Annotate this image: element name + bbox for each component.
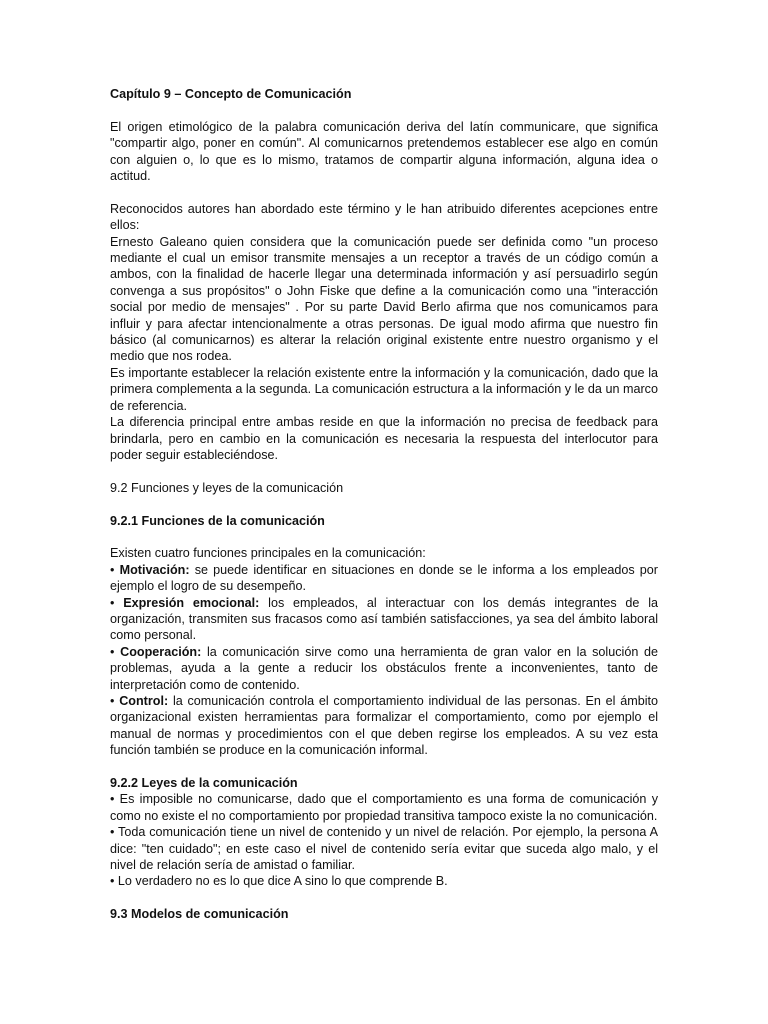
bullet: • <box>110 562 115 577</box>
authors-lead: Reconocidos autores han abordado este término y le han atribuido diferentes acepciones entre ellos: <box>110 201 658 233</box>
function-item-control <box>110 693 658 759</box>
function-item-motivation <box>110 562 658 595</box>
section-9-2-1-title: 9.2.1 Funciones de la comunicación <box>110 513 325 528</box>
law-item: • Toda comunicación tiene un nivel de contenido y un nivel de relación. Por ejemplo, la persona A dice: "ten cuidado"; en este caso el nivel de contenido sería evitar que suceda algo malo, y el nivel de relación sería de amistad o familiar. <box>110 825 658 872</box>
spacer <box>110 102 658 118</box>
function-text: se puede identificar en situaciones en donde se le informa a los empleados por ejemplo el logro de su desempeño. <box>110 562 658 594</box>
function-text: la comunicación sirve como una herramienta de gran valor en la solución de problemas, ayuda a la gente a reducir los obstáculos frente a inconvenientes, tanto de interpretación como de contenido. <box>110 644 659 692</box>
function-text: los empleados, al interactuar con los demás integrantes de la organización, transmiten sus fracasos como así también satisfacciones, ya sea del ámbito laboral como personal. <box>110 595 658 643</box>
section-9-3-title: 9.3 Modelos de comunicación <box>110 907 289 922</box>
function-text: la comunicación controla el comportamiento individual de las personas. En el ámbito organizacional existen herramientas para formalizar el comportamiento, como por ejemplo el manual de normas y procedimientos con el que deben regirse los empleados. A su vez esta función también se produce en la comunicación informal. <box>110 693 659 758</box>
chapter-title: Capítulo 9 – Concepto de Comunicación <box>110 87 352 101</box>
spacer <box>110 890 658 906</box>
function-label: Control: <box>119 693 169 708</box>
section-9-2-2-title: 9.2.2 Leyes de la comunicación <box>110 775 298 790</box>
bullet: • <box>110 644 115 659</box>
authors-paragraph: Ernesto Galeano quien considera que la comunicación puede ser definida como "un proceso mediante el cual un emisor transmite mensajes a un receptor a través de un código común a ambos, con la finalidad de hacerle llegar una determinada información y así persuadirlo según convenga a sus propósitos" o John Fiske que define a la comunicación como una "interacción social por medio de mensajes" . Por su parte David Berlo afirma que nos comunicamos para influir y para afectar intencionalmente a otras personas. De igual modo afirma que nuestro fin básico (al comunicarnos) es alterar la relación original existente entre nuestro organismo y el medio que nos rodea. <box>110 234 658 364</box>
section-9-2-title: 9.2 Funciones y leyes de la comunicación <box>110 480 344 495</box>
law-item: • Lo verdadero no es lo que dice A sino lo que comprende B. <box>110 874 448 889</box>
spacer <box>110 759 658 775</box>
bullet: • <box>110 693 115 708</box>
function-label: Cooperación: <box>120 644 202 659</box>
spacer <box>110 184 658 200</box>
function-label: Expresión emocional: <box>123 595 260 610</box>
spacer <box>110 529 658 545</box>
intro-paragraph: El origen etimológico de la palabra comunicación deriva del latín communicare, que significa "compartir algo, poner en común". Al comunicarnos pretendemos establecer ese algo en común con alguien o, lo que es lo mismo, tratamos de compartir alguna información, alguna idea o actitud. <box>110 119 658 184</box>
function-item-emotional-expression <box>110 595 658 644</box>
relation-paragraph: Es importante establecer la relación existente entre la información y la comunicación, dado que la primera complementa a la segunda. La comunicación estructura a la información y le da un marco de referencia. <box>110 365 658 413</box>
spacer <box>110 463 658 479</box>
law-item: • Es imposible no comunicarse, dado que el comportamiento es una forma de comunicación y como no existe el no comportamiento por propiedad transitiva tampoco existe la no comunicación. <box>110 792 658 823</box>
difference-paragraph: La diferencia principal entre ambas reside en que la información no precisa de feedback para brindarla, pero en cambio en la comunicación es necesaria la respuesta del interlocutor para poder seguir estableciéndose. <box>110 415 658 462</box>
bullet: • <box>110 595 115 610</box>
functions-lead: Existen cuatro funciones principales en la comunicación: <box>110 546 426 561</box>
function-label: Motivación: <box>119 562 190 577</box>
spacer <box>110 496 658 512</box>
function-item-cooperation <box>110 644 658 693</box>
